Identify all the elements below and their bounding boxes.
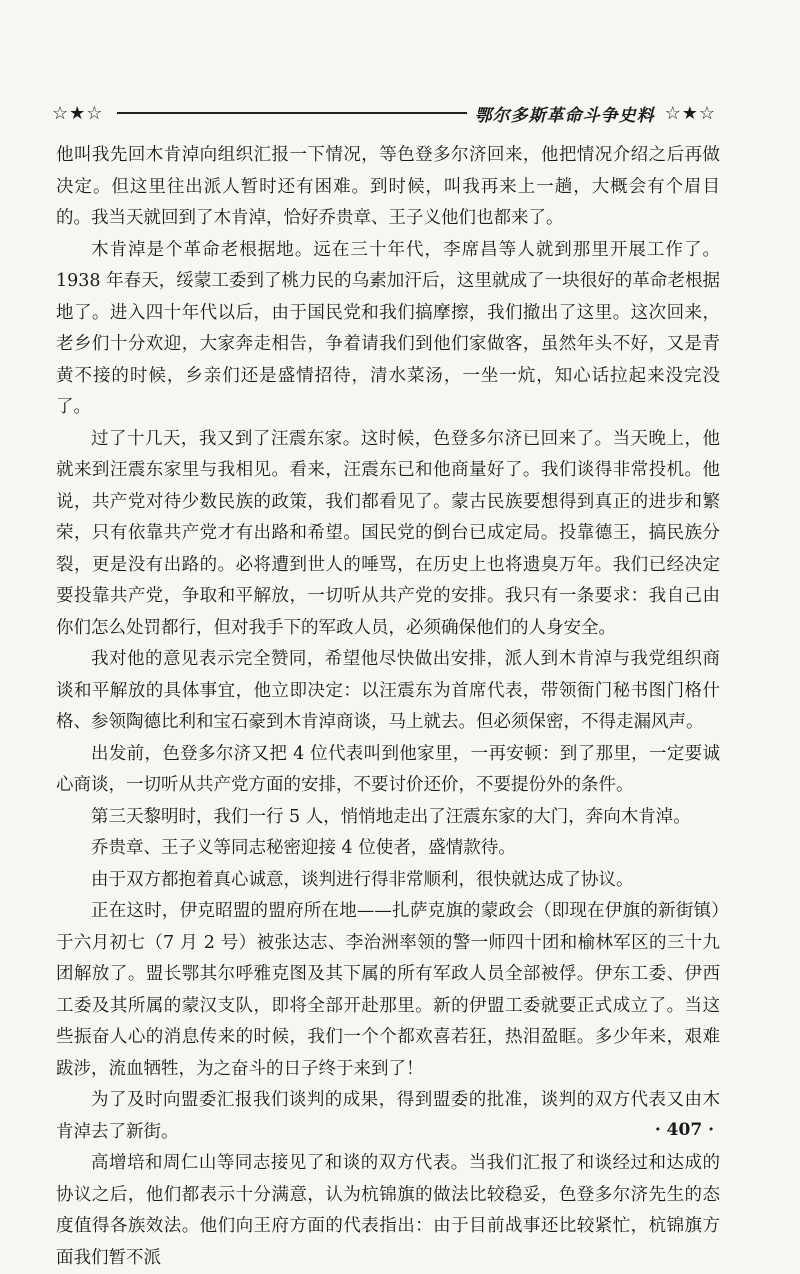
running-header — [52, 98, 716, 128]
paragraph: 我对他的意见表示完全赞同，希望他尽快做出安排，派人到木肯淖与我党组织商谈和平解放的具体事宜，他立即决定：以汪震东为首席代表，带领衙门秘书图门格什格、参领陶德比利和宝石豪到木肯淖商谈，马上就去。但必须保密，不得走漏风声。 — [56, 649, 720, 732]
paragraph: 正在这时，伊克昭盟的盟府所在地——扎萨克旗的蒙政会（即现在伊旗的新街镇）于六月初七（7 月 2 号）被张达志、李治洲率领的警一师四十团和榆林军区的三十九团解放了。盟长鄂其尔呼雅克图及其下属的所有军政人员全部被俘。伊东工委、伊西工委及其所属的蒙汉支队，即将全部开赴那里。新的伊盟工委就要正式成立了。当这些振奋人心的消息传来的时候，我们一个个都欢喜若狂，热泪盈眶。多少年来，艰难跋涉，流血牺牲，为之奋斗的日子终于来到了！ — [56, 901, 720, 1079]
paragraph: 由于双方都抱着真心诚意，谈判进行得非常顺利，很快就达成了协议。 — [91, 869, 634, 890]
paragraph: 高增培和周仁山等同志接见了和谈的双方代表。当我们汇报了和谈经过和达成的协议之后，他们都表示十分满意，认为杭锦旗的做法比较稳妥，色登多尔济先生的态度值得各族效法。他们向王府方面的代表指出：由于目前战事还比较紧忙，杭锦旗方面我们暂不派 — [56, 1153, 720, 1268]
paragraph: 第三天黎明时，我们一行 5 人，悄悄地走出了汪震东家的大门，奔向木肯淖。 — [91, 806, 691, 827]
paragraph: 他叫我先回木肯淖向组织汇报一下情况，等色登多尔济回来，他把情况介绍之后再做决定。但这里往出派人暂时还有困难。到时候，叫我再来上一趟，大概会有个眉目的。我当天就回到了木肯淖，恰好乔贵章、王子义他们也都来了。 — [56, 145, 720, 228]
paragraph: 木肯淖是个革命老根据地。远在三十年代，李席昌等人就到那里开展工作了。1938 年春天，绥蒙工委到了桃力民的乌素加汗后，这里就成了一块很好的革命老根据地了。进入四十年代以后，由于国民党和我们搞摩擦，我们撤出了这里。这次回来，老乡们十分欢迎，大家奔走相告，争着请我们到他们家做客，虽然年头不好，又是青黄不接的时候，乡亲们还是盛情招待，清水菜汤，一坐一炕，知心话拉起来没完没了。 — [56, 239, 720, 417]
paragraph: 出发前，色登多尔济又把 4 位代表叫到他家里，一再安顿：到了那里，一定要诚心商谈，一切听从共产党方面的安排，不要讨价还价，不要提份外的条件。 — [56, 743, 720, 795]
paragraph: 过了十几天，我又到了汪震东家。这时候，色登多尔济已回来了。当天晚上，他就来到汪震东家里与我相见。看来，汪震东已和他商量好了。我们谈得非常投机。他说，共产党对待少数民族的政策，我们都看见了。蒙古民族要想得到真正的进步和繁荣，只有依靠共产党才有出路和希望。国民党的倒台已成定局。投靠德王，搞民族分裂，更是没有出路的。必将遭到世人的唾骂，在历史上也将遗臭万年。我们已经决定要投靠共产党，争取和平解放，一切听从共产党的安排。我只有一条要求：我自己由你们怎么处罚都行，但对我手下的军政人员，必须确保他们的人身安全。 — [56, 428, 720, 638]
body-text — [56, 140, 720, 1274]
paragraph: 为了及时向盟委汇报我们谈判的成果，得到盟委的批准，谈判的双方代表又由木肯淖去了新街。 — [56, 1090, 720, 1142]
page-number: · 407 · — [654, 1120, 714, 1140]
running-title: 鄂尔多斯革命斗争史料 — [474, 105, 655, 126]
left-stars-ornament: ☆★☆ — [52, 102, 104, 124]
header-rule — [117, 112, 466, 114]
right-stars-ornament: ☆★☆ — [664, 102, 716, 124]
paragraph: 乔贵章、王子义等同志秘密迎接 4 位使者，盛情款待。 — [91, 838, 516, 858]
